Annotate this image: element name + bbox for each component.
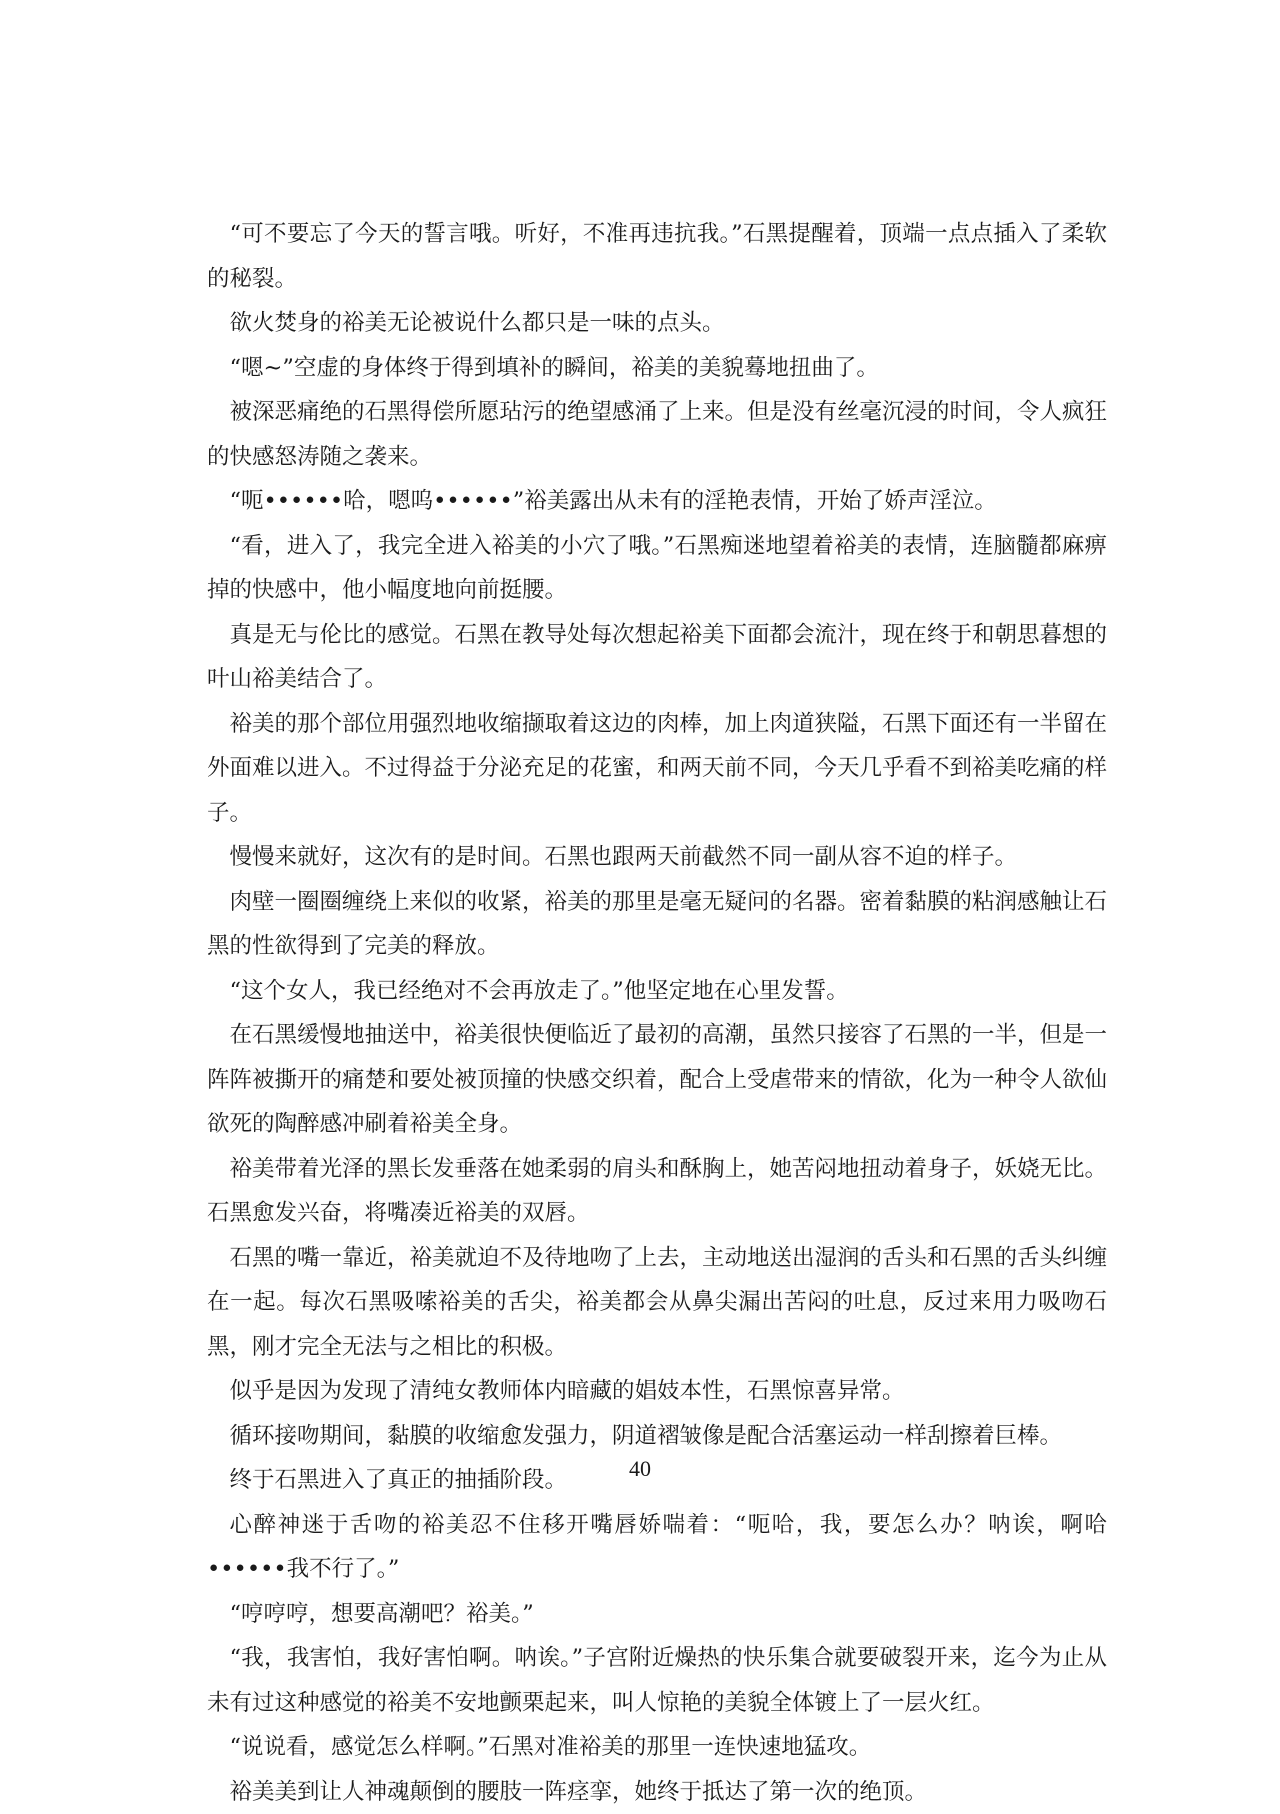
paragraph: “我，我害怕，我好害怕啊。呐诶。”子宫附近燥热的快乐集合就要破裂开来，迄今为止从未有过这种感觉的裕美不安地颤栗起来，叫人惊艳的美貌全体镀上了一层火红。 [207, 1636, 1107, 1725]
paragraph: 真是无与伦比的感觉。石黑在教导处每次想起裕美下面都会流汁，现在终于和朝思暮想的叶山裕美结合了。 [207, 613, 1107, 702]
paragraph: “可不要忘了今天的誓言哦。听好，不准再违抗我。”石黑提醒着，顶端一点点插入了柔软的秘裂。 [207, 212, 1107, 301]
paragraph: “看，进入了，我完全进入裕美的小穴了哦。”石黑痴迷地望着裕美的表情，连脑髓都麻痹掉的快感中，他小幅度地向前挺腰。 [207, 524, 1107, 613]
paragraph: “嗯~”空虚的身体终于得到填补的瞬间，裕美的美貌蓦地扭曲了。 [207, 346, 1107, 391]
paragraph: “说说看，感觉怎么样啊。”石黑对准裕美的那里一连快速地猛攻。 [207, 1725, 1107, 1770]
paragraph: 似乎是因为发现了清纯女教师体内暗藏的娼妓本性，石黑惊喜异常。 [207, 1369, 1107, 1414]
paragraph: 裕美美到让人神魂颠倒的腰肢一阵痉挛，她终于抵达了第一次的绝顶。 [207, 1770, 1107, 1814]
paragraph: “这个女人，我已经绝对不会再放走了。”他坚定地在心里发誓。 [207, 969, 1107, 1014]
paragraph: 裕美带着光泽的黑长发垂落在她柔弱的肩头和酥胸上，她苦闷地扭动着身子，妖娆无比。石黑愈发兴奋，将嘴凑近裕美的双唇。 [207, 1147, 1107, 1236]
body-text [207, 212, 1107, 1814]
paragraph: 慢慢来就好，这次有的是时间。石黑也跟两天前截然不同一副从容不迫的样子。 [207, 835, 1107, 880]
paragraph: 肉壁一圈圈缠绕上来似的收紧，裕美的那里是毫无疑问的名器。密着黏膜的粘润感触让石黑的性欲得到了完美的释放。 [207, 880, 1107, 969]
paragraph: 在石黑缓慢地抽送中，裕美很快便临近了最初的高潮，虽然只接容了石黑的一半，但是一阵阵被撕开的痛楚和要处被顶撞的快感交织着，配合上受虐带来的情欲，化为一种令人欲仙欲死的陶醉感冲刷着裕美全身。 [207, 1013, 1107, 1147]
paragraph: 石黑的嘴一靠近，裕美就迫不及待地吻了上去，主动地送出湿润的舌头和石黑的舌头纠缠在一起。每次石黑吸嗦裕美的舌尖，裕美都会从鼻尖漏出苦闷的吐息，反过来用力吸吻石黑，刚才完全无法与之相比的积极。 [207, 1236, 1107, 1370]
paragraph: “呃••••••哈，嗯呜••••••”裕美露出从未有的淫艳表情，开始了娇声淫泣。 [207, 479, 1107, 524]
paragraph: 欲火焚身的裕美无论被说什么都只是一味的点头。 [207, 301, 1107, 346]
paragraph: 裕美的那个部位用强烈地收缩撷取着这边的肉棒，加上肉道狭隘，石黑下面还有一半留在外面难以进入。不过得益于分泌充足的花蜜，和两天前不同，今天几乎看不到裕美吃痛的样子。 [207, 702, 1107, 836]
paragraph: 心醉神迷于舌吻的裕美忍不住移开嘴唇娇喘着：“呃哈，我，要怎么办？呐诶，啊哈••••••我不行了。” [207, 1503, 1107, 1592]
paragraph: 终于石黑进入了真正的抽插阶段。 [207, 1458, 1107, 1503]
page-number: 40 [0, 1456, 1280, 1482]
paragraph: “哼哼哼，想要高潮吧？裕美。” [207, 1592, 1107, 1637]
paragraph: 被深恶痛绝的石黑得偿所愿玷污的绝望感涌了上来。但是没有丝毫沉浸的时间，令人疯狂的快感怒涛随之袭来。 [207, 390, 1107, 479]
paragraph: 循环接吻期间，黏膜的收缩愈发强力，阴道褶皱像是配合活塞运动一样刮擦着巨棒。 [207, 1414, 1107, 1459]
